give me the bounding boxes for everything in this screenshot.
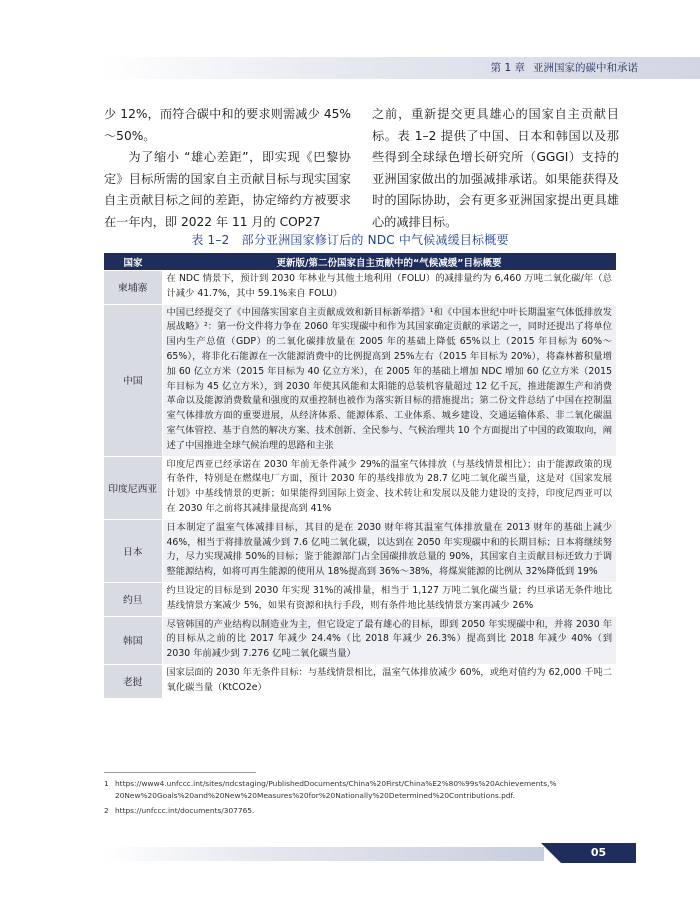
footer-band xyxy=(104,847,544,861)
summary-cell: 在 NDC 情景下，预计到 2030 年林业与其他土地利用（FOLU）的减排量约为 6,460 万吨二氧化碳/年（总计减少 41.7%，其中 59.1%来自 FOLU） xyxy=(162,271,616,305)
footnote-number: 2 xyxy=(104,806,109,815)
footnotes xyxy=(104,778,619,820)
footnote-url-continued[interactable]: 20New%20Goals%20and%20New%20Measures%20for%20Nationally%20Determined%20Contributions.pdf. xyxy=(115,791,515,800)
summary-cell: 印度尼西亚已经承诺在 2030 年前无条件减少 29%的温室气体排放（与基线情景相比）；由于能源政策的现有条件，特别是在燃煤电厂方面，预计 2030 年的基线排放为 28.7 亿吨二氧化碳当量，这是对《国家发展计划》中基线情景的更新；如果能得到国际上资金、技术转让和发展以及能力建设的支持，印度尼西亚可以在 2030 年之前将其减排量提高到 41% xyxy=(162,456,616,519)
header-country: 国家 xyxy=(104,253,162,271)
table-row xyxy=(104,519,616,582)
page-footer xyxy=(0,843,700,863)
chapter-number: 第 1 章 xyxy=(490,62,525,74)
country-cell: 韩国 xyxy=(104,616,162,664)
running-header xyxy=(0,57,700,79)
right-paragraph-1: 之前，重新提交更具雄心的国家自主贡献目标。表 1–2 提供了中国、日本和韩国以及那些得到全球绿色增长研究所（GGGI）支持的亚洲国家做出的加强减排承诺。如果能获得及时的国际协助，会有更多亚洲国家提出更具雄心的减排目标。 xyxy=(372,107,619,229)
summary-cell: 约旦设定的目标是到 2030 年实现 31%的减排量，相当于 1,127 万吨二氧化碳当量；约旦承诺无条件地比基线情景方案减少 5%，如果有资源和执行手段，则有条件地比基线情景方案再减少 26% xyxy=(162,582,616,616)
country-cell: 日本 xyxy=(104,519,162,582)
table-row xyxy=(104,582,616,616)
table-header-row xyxy=(104,253,616,271)
left-paragraph-1: 少 12%，而符合碳中和的要求则需减少 45%～50%。 xyxy=(104,107,351,143)
table-row xyxy=(104,456,616,519)
country-cell: 印度尼西亚 xyxy=(104,456,162,519)
footnote-2 xyxy=(104,805,619,817)
right-column xyxy=(372,104,619,233)
table-row xyxy=(104,616,616,664)
footnote-1 xyxy=(104,778,619,802)
country-cell: 柬埔寨 xyxy=(104,271,162,305)
footnote-number: 1 xyxy=(104,779,109,788)
summary-cell: 尽管韩国的产业结构以制造业为主，但它设定了最有雄心的目标，即到 2050 年实现碳中和，并将 2030 年的目标从之前的比 2017 年减少 24.4%（比 2018 年减少 26.3%）提高到比 2018 年减少 40%（到 2030 年前减少到 7.276 亿吨二氧化碳当量） xyxy=(162,616,616,664)
table-row xyxy=(104,304,616,456)
header-summary: 更新版/第二份国家自主贡献中的“气候减缓”目标概要 xyxy=(162,253,616,271)
footer-arrow-shape xyxy=(541,843,561,863)
country-cell: 中国 xyxy=(104,304,162,456)
page-number: 05 xyxy=(561,843,636,863)
ndc-table xyxy=(104,253,616,699)
summary-cell: 日本制定了温室气体减排目标，其目的是在 2030 财年将其温室气体排放量在 2013 财年的基础上减少 46%，相当于将排放量减少到 7.6 亿吨二氧化碳，以达到在 2050 年实现碳中和的长期目标；日本将继续努力，尽力实现减排 50%的目标；鉴于能源部门占全国碳排放总量的 90%，其国家自主贡献目标还致力于调整能源结构，如将可再生能源的使用从 18%提高到 36%～38%，将煤炭能源的比例从 32%降低到 19% xyxy=(162,519,616,582)
summary-cell: 中国已经提交了《中国落实国家自主贡献成效和新目标新举措》¹和《中国本世纪中叶长期温室气体低排放发展战略》²：第一份文件将力争在 2060 年实现碳中和作为其国家确定贡献的承诺之一，同时还提出了将单位国内生产总值（GDP）的二氧化碳排放量在 2005 年的基础上降低 65%以上（2015 年目标为 60%～65%），将非化石能源在一次能源消费中的比例提高到 25%左右（2015 年目标为 20%），将森林蓄积量增加 60 亿立方米（2015 年目标为 40 亿立方米），在 2005 年的基础上增加 NDC 增加 60 亿立方米（2015 年目标为 45 亿立方米），到 2030 年使其风能和太阳能的总装机容量超过 12 亿千瓦，推进能源生产和消费革命以及能源消费数量和强度的双重控制也被作为落实新目标的措施提出；第二份文件总结了中国在控制温室气体排放方面的重要进展，从经济体系、能源体系、工业体系、城乡建设、交通运输体系、非二氧化碳温室气体管控、基于自然的解决方案、技术创新、全民参与、气候治理共 10 个方面提出了中国的政策取向，阐述了中国推进全球气候治理的思路和主张 xyxy=(162,304,616,456)
footnote-divider xyxy=(104,772,256,773)
table-row xyxy=(104,664,616,698)
footnote-url[interactable]: https://www4.unfccc.int/sites/ndcstaging/PublishedDocuments/China%20First/China%E2%80%99s%20Achievements,% xyxy=(115,779,557,788)
left-column xyxy=(104,104,351,233)
table-title: 表 1–2 部分亚洲国家修订后的 NDC 中气候减缓目标概要 xyxy=(191,233,509,247)
chapter-heading xyxy=(491,60,638,75)
country-cell: 老挝 xyxy=(104,664,162,698)
chapter-title: 亚洲国家的碳中和承诺 xyxy=(533,62,638,74)
summary-cell: 国家层面的 2030 年无条件目标：与基线情景相比，温室气体排放减少 60%，或绝对值约为 62,000 千吨二氧化碳当量（KtCO2e） xyxy=(162,664,616,698)
footnote-url[interactable]: https://unfccc.int/documents/307765. xyxy=(115,806,255,815)
country-cell: 约旦 xyxy=(104,582,162,616)
left-paragraph-2: 为了缩小 “雄心差距”，即实现《巴黎协定》目标所需的国家自主贡献目标与现实国家自主贡献目标之间的差距，协定缔约方被要求在一年内，即 2022 年 11 月的 COP27 xyxy=(104,150,351,229)
table-row xyxy=(104,271,616,305)
